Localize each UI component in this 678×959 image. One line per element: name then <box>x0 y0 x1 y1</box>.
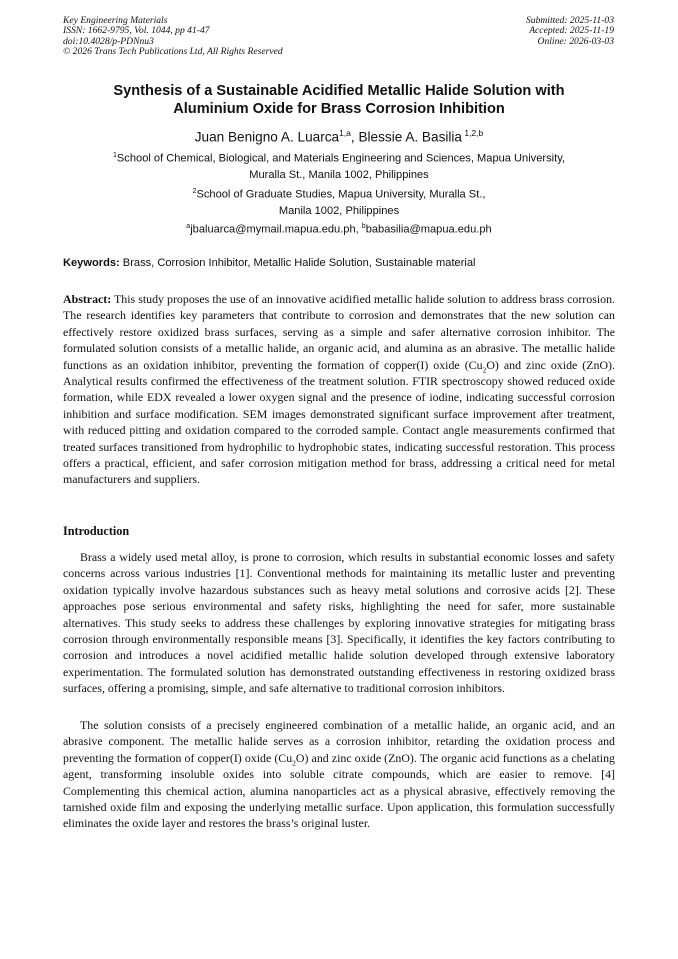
keywords <box>63 256 615 270</box>
journal-issn: ISSN: 1662-9795, Vol. 1044, pp 41-47 <box>63 25 210 37</box>
section-heading-introduction: Introduction <box>63 524 130 538</box>
abstract <box>63 291 615 488</box>
keywords-text: Brass, Corrosion Inhibitor, Metallic Halide Solution, Sustainable material <box>119 257 476 269</box>
author-name: Blessie A. Basilia <box>358 129 462 145</box>
affiliation-mark: 2 <box>192 188 197 195</box>
affiliation-1 <box>60 148 618 183</box>
journal-header-left <box>63 16 283 58</box>
subscript: 2 <box>292 758 296 768</box>
email-link[interactable]: babasilia@mapua.edu.ph <box>365 223 492 236</box>
journal-header-right <box>526 16 614 47</box>
subscript: 2 <box>482 365 487 374</box>
paragraph-text: The solution consists of a precisely engineered combination of a metallic halide, an organic acid, and an abrasive component. The metallic halide serves as a corrosion inhibitor, retarding the oxidation process and preventing the formation of copper(I) oxide (Cu <box>63 718 615 765</box>
author-list <box>40 125 638 146</box>
affiliation-2 <box>60 184 618 219</box>
paper-title <box>40 83 638 118</box>
online-date: Online: 2026-03-03 <box>537 35 614 47</box>
submitted-date: Submitted: 2025-11-03 <box>525 15 614 26</box>
journal-copyright: © 2026 Trans Tech Publications Ltd, All Rights Reserved <box>63 46 283 58</box>
author-name: Juan Benigno A. Luarca <box>194 129 340 145</box>
email-link[interactable]: jbaluarca@mymail.mapua.edu.ph, <box>190 223 362 236</box>
journal-name: Key Engineering Materials <box>63 15 168 26</box>
paragraph-text: O) and zinc oxide (ZnO). The organic acid functions as a chelating agent, transforming insoluble oxides into soluble citrate compounds, which are easier to remove. [4] Complementing this chemical action, alumina nanoparticles act as a physical abrasive, effectively removing the tarnished oxide film and exposing the underlying metallic surface. Upon application, this formulation successfully eliminates the oxide layer and restores the brass’s original luster. <box>63 750 615 831</box>
author-emails <box>60 219 618 238</box>
paper-title-line2: Aluminium Oxide for Brass Corrosion Inhibition <box>173 100 505 117</box>
paper-title-line1: Synthesis of a Sustainable Acidified Metallic Halide Solution with <box>113 83 565 99</box>
abstract-text: This study proposes the use of an innovative acidified metallic halide solution to address brass corrosion. The research identifies key parameters that contribute to corrosion and demonstrates that the new solution can effectively restore oxidized brass surfaces, serving as a simple and safer alternative corrosion inhibitor. The formulated solution consists of a metallic halide, an organic acid, and alumina as an abrasive. The metallic halide functions as an oxidation inhibitor, preventing the formation of copper(I) oxide (Cu <box>63 292 615 372</box>
email-mark: a <box>186 223 191 230</box>
affiliation-line: Manila 1002, Philippines <box>278 204 400 217</box>
affiliation-line: School of Chemical, Biological, and Materials Engineering and Sciences, Mapua University, <box>116 152 565 165</box>
affiliation-line: Muralla St., Manila 1002, Philippines <box>249 168 429 181</box>
accepted-date: Accepted: 2025-11-19 <box>529 25 614 37</box>
author-affiliation-mark: 1,a <box>339 128 351 138</box>
journal-doi[interactable]: doi:10.4028/p-PDNnu3 <box>63 35 154 47</box>
affiliation-line: School of Graduate Studies, Mapua University, Muralla St., <box>196 188 486 201</box>
abstract-label: Abstract: <box>63 292 112 306</box>
author-separator: , <box>350 129 359 145</box>
affiliation-mark: 1 <box>113 152 117 159</box>
author-affiliation-mark: 1,2,b <box>461 128 484 138</box>
abstract-text: O) and zinc oxide (ZnO). Analytical results confirmed the effectiveness of the treatment solution. FTIR spectroscopy showed reduced oxide formation, while EDX revealed a lower oxygen signal and the presence of iodine, indicating successful corrosion inhibition and surface modification. SEM images demonstrated significant surface improvement after treatment, with reduced pitting and oxidation compared to the corroded sample. Contact angle measurements confirmed that treated surfaces transitioned from hydrophilic to hydrophobic states, indicating successful restoration. This process offers a practical, efficient, and safer corrosion mitigation method for brass, addressing a critical need for metal manufacturers and suppliers. <box>63 357 615 487</box>
email-mark: b <box>361 223 366 230</box>
keywords-label: Keywords: <box>63 257 120 269</box>
introduction-paragraph-1: Brass a widely used metal alloy, is prone to corrosion, which results in substantial economic losses and safety concerns across various industries [1]. Conventional methods for maintaining its metallic luster and preventing oxidation typically involve hazardous substances such as heavy metal solutions and corrosive acids [2]. These approaches pose serious environmental and safety risks, highlighting the need for safer, more sustainable alternatives. This study seeks to address these challenges by exploring innovative strategies for mitigating brass corrosion through environmentally responsible means [3]. Specifically, it identifies the key factors contributing to corrosion and introduces a novel acidified metallic halide solution developed through extensive laboratory experimentation. The formulated solution has demonstrated outstanding effectiveness in restoring oxidized brass surfaces, offering a promising, simple, and safe alternative to traditional corrosion inhibitors. <box>63 550 615 696</box>
introduction-paragraph-2 <box>63 717 615 832</box>
